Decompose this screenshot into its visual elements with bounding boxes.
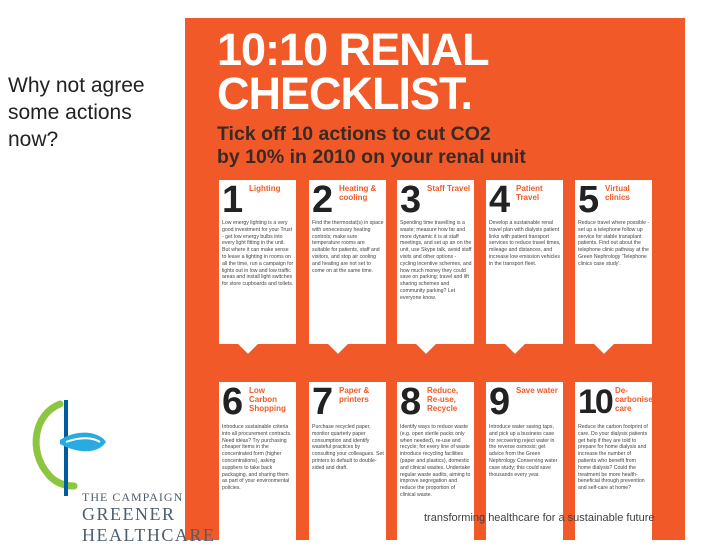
card-heading: Save water [516,386,558,395]
checklist-card [486,180,563,344]
checklist-card [309,382,386,540]
checklist-card [397,180,474,344]
card-body: Introduce water saving taps, and pick up a business case for recovering reject water in the reverse osmosis; get advice from the Green Nephrology Conserving water case study; this could save thousands every year. [489,424,558,478]
card-body: Reduce the carbon footprint of care. Do your dialysis patients get help if they are told to prepare for home dialysis and increase the number of patients who benefit from home dialysis? Could the treatment be more health-beneficial through prevention and self-care at home? [578,424,648,492]
card-heading: Low Carbon Shopping [249,386,286,413]
card-body: Reduce travel where possible - set up a telephone follow up service for stable transplant patients. Find out about the telephone clinic pathway at the Green Nephrology 'Telephone clinics case study'. [578,220,650,267]
card-body: Purchase recycled paper, monitor quarterly paper consumption and identify wasteful practices by consulting your colleagues. Set printers to default to double-sided and draft. [312,424,384,471]
poster-subtitle [217,123,657,169]
card-number: 1 [222,179,244,221]
card-number: 2 [312,179,334,221]
campaign-logo [20,396,300,545]
poster-subtitle-line2: by 10% in 2010 on your renal unit [217,146,526,168]
slide-footer: transforming healthcare for a sustainable future [424,512,655,524]
card-number: 10 [578,383,612,421]
card-number: 7 [312,381,334,423]
card-heading: Reduce, Re-use, Recycle [427,386,459,413]
slide-side-text: Why not agree some actions now? [8,74,145,151]
card-body: Find the thermostat(s) in space with unnecessary heating controls; make sure temperature rooms are suitable for patients, staff and visitors, and stop air cooling and heating are not set to come on at the same time. [312,220,384,274]
poster-title-line1: 10:10 RENAL [217,24,489,75]
logo-text-line1: THE CAMPAIGN [82,490,184,504]
card-number: 8 [400,381,422,423]
card-heading: De-carbonise care [615,386,653,413]
card-heading: Staff Travel [427,184,471,193]
card-body: Low energy lighting is a very good investment for your Trust - get low energy bulbs into every light fitting in the unit. But where it can make sense to leave a lighting in rooms on all the time, run a campaign for lights out in low and low traffic areas and install light switches for store cupboards and toilets. [222,220,294,288]
card-body: Spending time travelling is a waste; measure how far and more dynamic it is at staff meetings, and set up an on the unit, use Skype talk, avoid staff visits and other options - cycling incentive schemes, and how much money they could save on parking; travel and lift sharing schemes and community parking? Let everyone know. [400,220,472,301]
card-body: Identify ways to reduce waste (e.g. open sterile packs only when needed), re-use and recycle; for every line of waste introduce recycling facilities (paper and plastics), domestic and clinical wastes. Undertake regular waste audits, aiming to improve segregation and reduce the proportion of clinical waste. [400,424,471,498]
campaign-emblem-icon [20,396,120,496]
card-heading: Paper & printers [339,386,370,404]
card-number: 3 [400,179,422,221]
logo-text-line2: GREENER HEALTHCARE [82,504,216,545]
card-heading: Patient Travel [516,184,543,202]
poster-title-line2: CHECKLIST. [217,68,473,119]
card-number: 9 [489,381,511,423]
poster-title [217,24,489,119]
card-body: Develop a sustainable renal travel plan with dialysis patient links with patient transport services to reduce travel times, mileage and distances, and increase low emission vehicles in the transport fleet. [489,220,561,267]
checklist-card [575,180,652,344]
card-heading: Heating & cooling [339,184,377,202]
card-heading: Lighting [249,184,281,193]
card-number: 6 [222,381,244,423]
card-number: 4 [489,179,511,221]
checklist-card [219,180,296,344]
checklist-card [309,180,386,344]
poster-subtitle-line1: Tick off 10 actions to cut CO2 [217,123,491,145]
card-body: Introduce sustainable criteria into all procurement contracts. Need ideas? Try purchasing cheaper items in the concentrated form (higher concentrations), asking suppliers to take back packaging, and sharing them as part of your environmental policies. [222,424,292,492]
card-heading: Virtual clinics [605,184,630,202]
card-number: 5 [578,179,600,221]
